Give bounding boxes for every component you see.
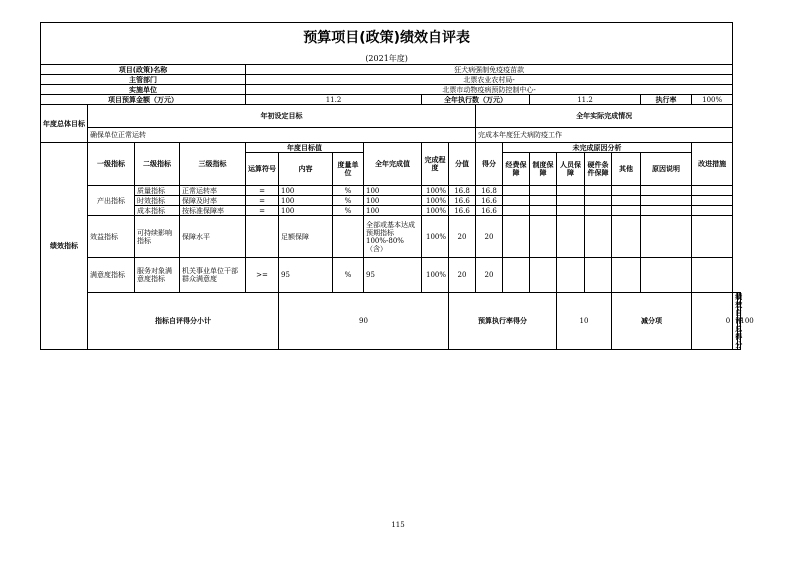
timeliness-score: 16.6 (476, 196, 503, 206)
score-value-header: 分值 (449, 143, 476, 186)
budget-amount-value: 11.2 (246, 95, 422, 105)
timeliness-staff (557, 196, 585, 206)
unit-header: 度量单位 (333, 153, 364, 186)
cost-degree: 100% (422, 206, 449, 216)
deduction-value: 0 (692, 293, 733, 350)
form-year: (2021年度) (41, 53, 733, 65)
deduction-label: 减分项 (612, 293, 692, 350)
benefit-level2: 可持续影响指标 (135, 216, 180, 258)
quality-staff (557, 186, 585, 196)
cost-hardware (585, 206, 612, 216)
quality-funds (503, 186, 530, 196)
satisfaction-score: 20 (476, 258, 503, 293)
timeliness-other (612, 196, 641, 206)
system-header: 制度保障 (530, 153, 557, 186)
department-value: 北票农业农村局- (246, 75, 733, 85)
timeliness-value: 16.6 (449, 196, 476, 206)
quality-hardware (585, 186, 612, 196)
benefit-score: 20 (476, 216, 503, 258)
quality-level3: 正常运转率 (180, 186, 246, 196)
level3-header: 三级指标 (180, 143, 246, 186)
timeliness-degree: 100% (422, 196, 449, 206)
funds-header: 经费保障 (503, 153, 530, 186)
page-number: 115 (391, 521, 405, 529)
satisfaction-value: 20 (449, 258, 476, 293)
quality-reason (641, 186, 692, 196)
satisfaction-staff (557, 258, 585, 293)
content-header: 内容 (279, 153, 333, 186)
other-header: 其他 (612, 153, 641, 186)
improvement-header: 改进措施 (692, 143, 733, 186)
actual-completion-value: 完成本年度狂犬病防疫工作 (476, 128, 733, 143)
timeliness-indicator: 时效指标 (135, 196, 180, 206)
subtotal-value: 90 (279, 293, 449, 350)
benefit-staff (557, 216, 585, 258)
reason-desc-header: 原因说明 (641, 153, 692, 186)
budget-amount-label: 项目预算金额（万元） (41, 95, 246, 105)
project-name-label: 项目(政策)名称 (41, 65, 246, 75)
satisfaction-content: 95 (279, 258, 333, 293)
benefit-done: 全部或基本达成预期指标100%-80%（含） (364, 216, 422, 258)
benefit-content: 足额保障 (279, 216, 333, 258)
timeliness-content: 100 (279, 196, 333, 206)
satisfaction-done: 95 (364, 258, 422, 293)
satisfaction-funds (503, 258, 530, 293)
satisfaction-reason (641, 258, 692, 293)
benefit-hardware (585, 216, 612, 258)
benefit-indicator-label: 效益指标 (88, 216, 135, 258)
benefit-funds (503, 216, 530, 258)
cost-operator: = (246, 206, 279, 216)
execution-rate-value: 100% (692, 95, 733, 105)
cost-done: 100 (364, 206, 422, 216)
satisfaction-other (612, 258, 641, 293)
cost-reason (641, 206, 692, 216)
quality-operator: = (246, 186, 279, 196)
reason-group-header: 未完成原因分析 (503, 143, 692, 153)
cost-other (612, 206, 641, 216)
satisfaction-level2: 服务对象满意度指标 (135, 258, 180, 293)
benefit-reason (641, 216, 692, 258)
execution-amount-value: 11.2 (530, 95, 641, 105)
cost-funds (503, 206, 530, 216)
level2-header: 二级指标 (135, 143, 180, 186)
timeliness-system (530, 196, 557, 206)
operator-header: 运算符号 (246, 153, 279, 186)
timeliness-improve (692, 196, 733, 206)
initial-goal-value: 确保单位正常运转 (88, 128, 476, 143)
performance-indicators-label: 绩效指标 (41, 143, 88, 350)
implementer-label: 实施单位 (41, 85, 246, 95)
benefit-improve (692, 216, 733, 258)
cost-value: 16.6 (449, 206, 476, 216)
execution-amount-label: 全年执行数（万元） (422, 95, 530, 105)
cost-staff (557, 206, 585, 216)
satisfaction-degree: 100% (422, 258, 449, 293)
evaluation-sheet (40, 22, 754, 350)
quality-score: 16.8 (476, 186, 503, 196)
cost-score: 16.6 (476, 206, 503, 216)
execution-rate-label: 执行率 (641, 95, 692, 105)
satisfaction-hardware (585, 258, 612, 293)
timeliness-reason (641, 196, 692, 206)
cost-indicator: 成本指标 (135, 206, 180, 216)
benefit-degree: 100% (422, 216, 449, 258)
form-title: 预算项目(政策)绩效自评表 (41, 23, 733, 54)
benefit-other (612, 216, 641, 258)
benefit-value: 20 (449, 216, 476, 258)
quality-indicator: 质量指标 (135, 186, 180, 196)
satisfaction-level3: 机关事业单位干部群众满意度 (180, 258, 246, 293)
level1-header: 一级指标 (88, 143, 135, 186)
target-value-group-header: 年度目标值 (246, 143, 364, 153)
department-label: 主管部门 (41, 75, 246, 85)
quality-degree: 100% (422, 186, 449, 196)
project-name-value: 狂犬病强制免疫疫苗款 (246, 65, 733, 75)
benefit-unit (333, 216, 364, 258)
subtotal-label: 指标自评得分小计 (88, 293, 279, 350)
benefit-level3: 保障水平 (180, 216, 246, 258)
quality-unit: % (333, 186, 364, 196)
timeliness-unit: % (333, 196, 364, 206)
budget-exec-score-value: 10 (557, 293, 612, 350)
quality-other (612, 186, 641, 196)
satisfaction-improve (692, 258, 733, 293)
quality-done: 100 (364, 186, 422, 196)
benefit-operator (246, 216, 279, 258)
cost-improve (692, 206, 733, 216)
timeliness-operator: = (246, 196, 279, 206)
annual-goal-label: 年度总体目标 (41, 105, 88, 143)
timeliness-level3: 保障及时率 (180, 196, 246, 206)
quality-improve (692, 186, 733, 196)
total-score-value: 100 (738, 293, 741, 350)
score-header: 得分 (476, 143, 503, 186)
satisfaction-system (530, 258, 557, 293)
budget-exec-score-label: 预算执行率得分 (449, 293, 557, 350)
complete-value-header: 全年完成值 (364, 143, 422, 186)
satisfaction-indicator-label: 满意度指标 (88, 258, 135, 293)
hardware-header: 硬件条件保障 (585, 153, 612, 186)
cost-unit: % (333, 206, 364, 216)
quality-content: 100 (279, 186, 333, 196)
timeliness-funds (503, 196, 530, 206)
initial-goal-header: 年初设定目标 (88, 105, 476, 128)
implementer-value: 北票市动物疫病预防控制中心- (246, 85, 733, 95)
total-score-label: 绩效自评总得分 (733, 293, 738, 350)
timeliness-done: 100 (364, 196, 422, 206)
evaluation-table (40, 22, 754, 350)
actual-completion-header: 全年实际完成情况 (476, 105, 733, 128)
timeliness-hardware (585, 196, 612, 206)
cost-level3: 按标准保障率 (180, 206, 246, 216)
quality-system (530, 186, 557, 196)
cost-system (530, 206, 557, 216)
complete-degree-header: 完成程度 (422, 143, 449, 186)
satisfaction-operator: >= (246, 258, 279, 293)
output-indicator-label: 产出指标 (88, 186, 135, 216)
benefit-system (530, 216, 557, 258)
cost-content: 100 (279, 206, 333, 216)
quality-value: 16.8 (449, 186, 476, 196)
satisfaction-unit: % (333, 258, 364, 293)
staff-header: 人员保障 (557, 153, 585, 186)
